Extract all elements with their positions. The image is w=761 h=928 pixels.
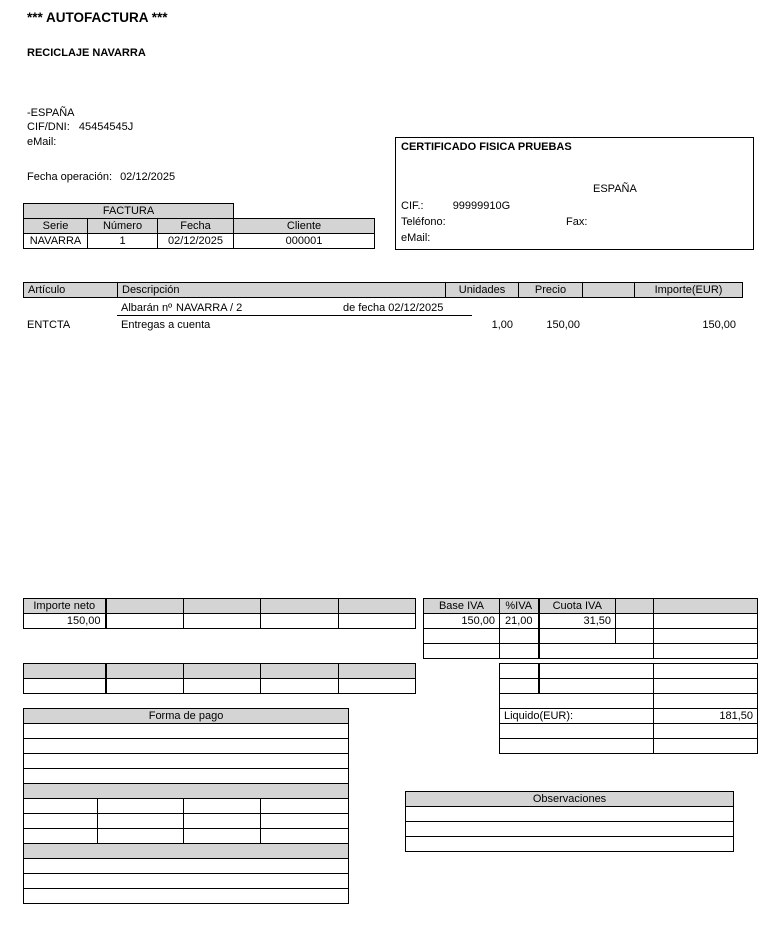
liquido-cell xyxy=(654,739,758,754)
item-unidades: 1,00 xyxy=(491,319,513,331)
observaciones-cell xyxy=(406,807,734,822)
left-extra-cell xyxy=(106,664,184,679)
liquido-table xyxy=(499,693,758,754)
left-extra-cell xyxy=(339,679,416,694)
left-extra-value-row xyxy=(24,679,416,694)
customer-country: ESPAÑA xyxy=(593,183,637,195)
customer-cif-line xyxy=(401,200,510,212)
base-iva-header: Base IVA xyxy=(424,599,500,614)
importe-neto-value-cell xyxy=(106,614,184,629)
factura-serie-header: Serie xyxy=(24,219,88,234)
forma-de-pago-cell xyxy=(24,889,349,904)
factura-title-spacer xyxy=(234,204,375,219)
liquido-row xyxy=(500,709,758,724)
iva-value-cell xyxy=(616,614,654,629)
items-importe-header: Importe(EUR) xyxy=(635,283,743,298)
importe-neto-value: 150,00 xyxy=(24,614,106,629)
forma-de-pago-gray-row xyxy=(24,784,349,799)
iva-value-row xyxy=(424,614,758,629)
forma-de-pago-header-row xyxy=(24,709,349,724)
cuota-iva-header: Cuota IVA xyxy=(539,599,616,614)
observaciones-row xyxy=(406,822,734,837)
observaciones-row xyxy=(406,807,734,822)
item-importe: 150,00 xyxy=(702,319,736,331)
items-blank-header xyxy=(583,283,635,298)
iva-mid-cell xyxy=(654,664,758,679)
forma-de-pago-cell xyxy=(98,829,184,844)
supplier-email-line xyxy=(27,136,62,148)
customer-name: CERTIFICADO FISICA PRUEBAS xyxy=(401,141,572,153)
iva-header-row xyxy=(424,599,758,614)
forma-de-pago-row xyxy=(24,754,349,769)
items-header-table xyxy=(23,282,743,298)
supplier-country: -ESPAÑA xyxy=(27,107,75,119)
cuota-iva-value: 31,50 xyxy=(539,614,616,629)
left-extra-cell xyxy=(261,679,339,694)
factura-title: FACTURA xyxy=(24,204,234,219)
forma-de-pago-gray-cell xyxy=(24,784,349,799)
observaciones-title: Observaciones xyxy=(406,792,734,807)
iva-cell xyxy=(500,644,539,659)
forma-de-pago-row xyxy=(24,859,349,874)
forma-de-pago-cell xyxy=(261,799,349,814)
forma-de-pago-grid-row xyxy=(24,814,349,829)
forma-de-pago-row xyxy=(24,769,349,784)
forma-de-pago-grid-row xyxy=(24,829,349,844)
pct-iva-value: 21,00 xyxy=(500,614,539,629)
observaciones-header-row xyxy=(406,792,734,807)
forma-de-pago-cell xyxy=(261,814,349,829)
iva-cell xyxy=(500,629,539,644)
iva-cell xyxy=(424,644,500,659)
iva-cell xyxy=(424,629,500,644)
importe-neto-header-cell xyxy=(339,599,416,614)
supplier-email-label: eMail: xyxy=(27,136,57,148)
iva-mid-row xyxy=(500,664,758,679)
left-extra-cell xyxy=(184,664,261,679)
iva-empty-row xyxy=(424,629,758,644)
item-articulo: ENTCTA xyxy=(27,319,71,331)
factura-value-row xyxy=(24,234,375,249)
forma-de-pago-cell xyxy=(24,829,98,844)
iva-header-cell xyxy=(654,599,758,614)
factura-cliente-value: 000001 xyxy=(234,234,375,249)
supplier-name: RECICLAJE NAVARRA xyxy=(27,47,146,59)
supplier-cif-value: 45454545J xyxy=(78,121,134,133)
liquido-empty-row xyxy=(500,724,758,739)
left-extra-cell xyxy=(106,679,184,694)
factura-numero-header: Número xyxy=(88,219,158,234)
forma-de-pago-grid-row xyxy=(24,799,349,814)
forma-de-pago-cell xyxy=(24,799,98,814)
base-iva-value: 150,00 xyxy=(424,614,500,629)
iva-value-cell xyxy=(654,614,758,629)
customer-box xyxy=(395,137,754,250)
forma-de-pago-cell xyxy=(24,874,349,889)
forma-de-pago-table xyxy=(23,708,349,904)
importe-neto-label: Importe neto xyxy=(24,599,106,614)
liquido-empty-row xyxy=(500,739,758,754)
forma-de-pago-row xyxy=(24,874,349,889)
forma-de-pago-cell xyxy=(98,814,184,829)
forma-de-pago-cell xyxy=(24,739,349,754)
observaciones-row xyxy=(406,837,734,852)
liquido-label: Liquido(EUR): xyxy=(500,709,654,724)
iva-header-cell xyxy=(616,599,654,614)
customer-cif-value: 99999910G xyxy=(452,200,511,212)
left-extra-cell xyxy=(339,664,416,679)
forma-de-pago-cell xyxy=(261,829,349,844)
items-descripcion-header: Descripción xyxy=(118,283,446,298)
forma-de-pago-cell xyxy=(98,799,184,814)
left-extra-cell xyxy=(24,664,106,679)
importe-neto-header-row xyxy=(24,599,416,614)
iva-mid-cell xyxy=(539,679,654,694)
forma-de-pago-row xyxy=(24,724,349,739)
liquido-cell xyxy=(654,694,758,709)
left-extra-cell xyxy=(184,679,261,694)
items-header-row xyxy=(24,283,743,298)
iva-table xyxy=(423,598,758,659)
forma-de-pago-gray-row xyxy=(24,844,349,859)
customer-fax-label: Fax: xyxy=(566,216,588,228)
importe-neto-header-cell xyxy=(261,599,339,614)
importe-neto-header-cell xyxy=(106,599,184,614)
factura-header-row xyxy=(24,219,375,234)
importe-neto-value-cell xyxy=(261,614,339,629)
iva-mid-cell xyxy=(500,664,539,679)
iva-mid-table xyxy=(499,663,758,694)
pct-iva-header: %IVA xyxy=(500,599,539,614)
forma-de-pago-gray-cell xyxy=(24,844,349,859)
observaciones-cell xyxy=(406,837,734,852)
doc-title: *** AUTOFACTURA *** xyxy=(27,10,168,25)
importe-neto-value-cell xyxy=(184,614,261,629)
factura-serie-value: NAVARRA xyxy=(24,234,88,249)
iva-cell xyxy=(539,644,654,659)
iva-cell xyxy=(539,629,616,644)
forma-de-pago-cell xyxy=(24,814,98,829)
factura-fecha-header: Fecha xyxy=(158,219,234,234)
factura-numero-value: 1 xyxy=(88,234,158,249)
left-extra-cell xyxy=(24,679,106,694)
left-extra-header-row xyxy=(24,664,416,679)
iva-cell xyxy=(616,629,654,644)
iva-cell xyxy=(654,629,758,644)
importe-neto-header-cell xyxy=(184,599,261,614)
iva-mid-cell xyxy=(654,679,758,694)
albaran-date: de fecha 02/12/2025 xyxy=(343,302,444,314)
customer-cif-label: CIF.: xyxy=(401,200,424,212)
forma-de-pago-cell xyxy=(24,769,349,784)
factura-title-row xyxy=(24,204,375,219)
left-extra-table xyxy=(23,663,416,694)
liquido-cell xyxy=(500,724,654,739)
forma-de-pago-row xyxy=(24,739,349,754)
albaran-label: Albarán nº xyxy=(121,302,173,314)
items-articulo-header: Artículo xyxy=(24,283,118,298)
item-descripcion: Entregas a cuenta xyxy=(121,319,211,331)
forma-de-pago-cell xyxy=(24,724,349,739)
forma-de-pago-cell xyxy=(24,859,349,874)
customer-email-label: eMail: xyxy=(401,232,431,244)
forma-de-pago-title: Forma de pago xyxy=(24,709,349,724)
operation-date-value: 02/12/2025 xyxy=(120,171,176,183)
supplier-cif-line xyxy=(27,121,133,133)
iva-mid-cell xyxy=(539,664,654,679)
operation-date-label: Fecha operación: xyxy=(27,171,112,183)
iva-cell xyxy=(654,644,758,659)
item-precio: 150,00 xyxy=(546,319,580,331)
iva-mid-row xyxy=(500,679,758,694)
liquido-cell xyxy=(500,739,654,754)
customer-phone-label: Teléfono: xyxy=(401,216,446,228)
supplier-cif-label: CIF/DNI: xyxy=(27,121,70,133)
iva-mid-cell xyxy=(500,679,539,694)
items-precio-header: Precio xyxy=(519,283,583,298)
albaran-ref: NAVARRA / 2 xyxy=(176,302,243,314)
liquido-empty-row xyxy=(500,694,758,709)
left-extra-cell xyxy=(261,664,339,679)
observaciones-table xyxy=(405,791,734,852)
factura-fecha-value: 02/12/2025 xyxy=(158,234,234,249)
importe-neto-value-cell xyxy=(339,614,416,629)
forma-de-pago-row xyxy=(24,889,349,904)
liquido-cell xyxy=(654,724,758,739)
iva-empty-row xyxy=(424,644,758,659)
liquido-cell xyxy=(500,694,654,709)
importe-neto-table xyxy=(23,598,416,629)
factura-cliente-header: Cliente xyxy=(234,219,375,234)
observaciones-cell xyxy=(406,822,734,837)
liquido-value: 181,50 xyxy=(654,709,758,724)
factura-table xyxy=(23,203,375,249)
forma-de-pago-cell xyxy=(184,799,261,814)
albaran-line xyxy=(117,300,472,316)
forma-de-pago-cell xyxy=(184,829,261,844)
items-unidades-header: Unidades xyxy=(446,283,519,298)
forma-de-pago-cell xyxy=(184,814,261,829)
operation-date-line xyxy=(27,171,175,183)
forma-de-pago-cell xyxy=(24,754,349,769)
importe-neto-value-row xyxy=(24,614,416,629)
